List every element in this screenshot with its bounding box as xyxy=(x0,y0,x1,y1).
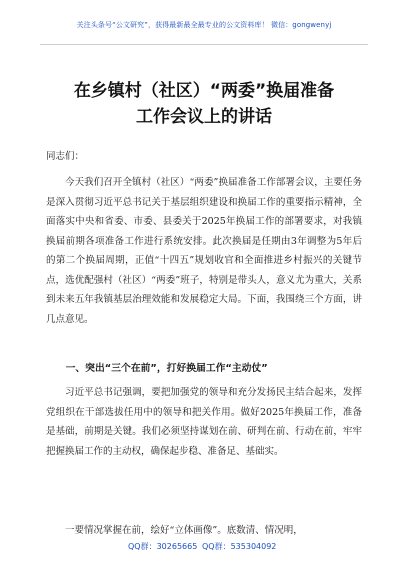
paragraph-intro: 今天我们召开全镇村（社区）“两委”换届准备工作部署会议，主要任务是深入贯彻习近平总书记关于基层组织建设和换届工作的重要指示精神，全面落实中央和省委、市委、县委关于2025年换届工作的部署要求，对我镇换届前期各项准备工作进行系统安排。此次换届是任期由3年调整为5年后的第二个换届周期，正值“十四五”规划收官和全面推进乡村振兴的关键节点，选优配强村（社区）“两委”班子，特别是带头人，意义尤为重大，关系到未来五年我镇基层治理效能和发展稳定大局。下面，我围绕三个方面，讲几点意见。 xyxy=(46,177,362,325)
footer-qq-group-1: QQ群：30265665 xyxy=(128,542,198,551)
title-line-2: 工作会议上的讲话 xyxy=(136,107,272,127)
paragraph-section-1: 习近平总书记强调，要把加强党的领导和充分发扬民主结合起来，发挥党组织在干部选拔任用中的领导和把关作用。做好2025年换届工作，准备是基础，前期是关键。我们必须坚持谋划在前、研判在前、行动在前，牢牢把握换届工作的主动权，确保起步稳、准备足、基础实。 xyxy=(46,387,362,457)
paragraph-section-1-point-1: 一要情况掌握在前，绘好“立体画像”。底数清、情况明， xyxy=(65,525,303,536)
header-note: 关注头条号“公文研究”，获得最新最全最专业的公文资料库！ 微信：gongwenyj xyxy=(76,21,332,29)
header-divider xyxy=(40,44,368,45)
footer-qq-group-2: QQ群：535304092 xyxy=(202,542,277,551)
title-line-1: 在乡镇村（社区）“两委”换届准备 xyxy=(73,81,335,101)
greeting: 同志们： xyxy=(46,151,85,162)
section-heading-1: 一、突出“三个在前”，打好换届工作“主动仗” xyxy=(65,363,268,374)
document-title xyxy=(0,78,408,130)
